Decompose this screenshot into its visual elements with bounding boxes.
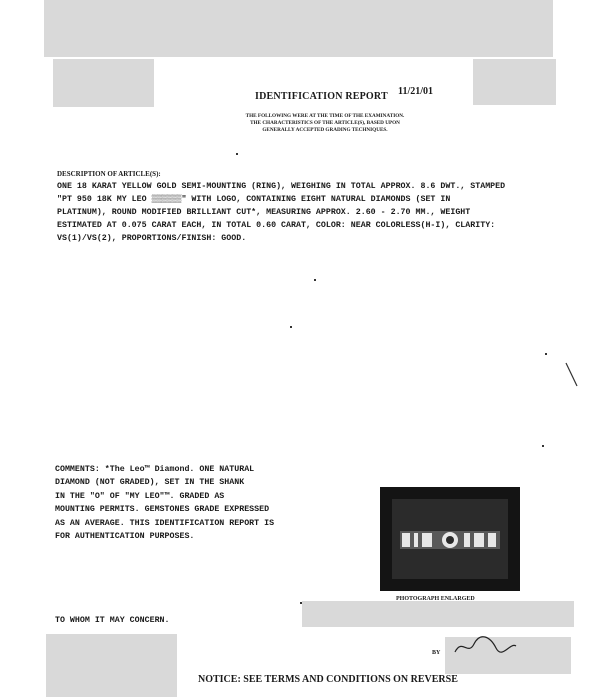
scan-speck [314, 279, 316, 281]
scan-speck [542, 445, 544, 447]
redaction-right-logo [473, 59, 556, 105]
terms-notice: NOTICE: SEE TERMS AND CONDITIONS ON REVERSE [198, 674, 458, 685]
description-text: ONE 18 KARAT YELLOW GOLD SEMI-MOUNTING (RING), WEIGHING IN TOTAL APPROX. 8.6 DWT., STAMPED "PT 950 18K MY LEO ▒▒▒▒▒▒" WITH LOGO, CONTAINING EIGHT NATURAL DIAMONDS (SET IN PLATINUM), ROUND MODIFIED BRILLIANT CUT*, MEASURING APPROX. 2.60 - 2.70 MM., WEIGHT ESTIMATED AT 0.075 CARAT EACH, IN TOTAL 0.60 CARAT, COLOR: NEAR COLORLESS(H-I), CLARITY: VS(1)/VS(2), PROPORTIONS/FINISH: GOOD. [57, 182, 506, 243]
ring-photograph [380, 487, 520, 591]
redaction-signature-line [302, 601, 574, 627]
redaction-left-logo [53, 59, 154, 107]
to-whom-it-may-concern: TO WHOM IT MAY CONCERN. [55, 616, 170, 625]
scan-speck [545, 353, 547, 355]
report-subtitle: THE FOLLOWING WERE AT THE TIME OF THE EXAMINATION. THE CHARACTERISTICS OF THE ARTICLE(S), BASED UPON GENERALLY ACCEPTED GRADING TECHNIQUES. [245, 113, 405, 134]
ring-engraving-graphic [392, 499, 508, 579]
signature-by-label: BY [432, 650, 441, 656]
photo-caption: PHOTOGRAPH ENLARGED [396, 596, 475, 602]
scan-stroke [565, 362, 579, 388]
report-title: IDENTIFICATION REPORT [255, 91, 388, 102]
redaction-header [44, 0, 553, 57]
scan-speck [290, 326, 292, 328]
comments-text: COMMENTS: *The Leo™ Diamond. ONE NATURAL DIAMOND (NOT GRADED), SET IN THE SHANK IN THE "O" OF "MY LEO"™. GRADED AS MOUNTING PERMITS. GEMSTONES GRADE EXPRESSED AS AN AVERAGE. THIS IDENTIFICATION REPORT IS FOR AUTHENTICATION PURPOSES. [55, 465, 275, 542]
description-label: DESCRIPTION OF ARTICLE(S): [57, 170, 161, 178]
report-date: 11/21/01 [398, 86, 434, 97]
redaction-bottom-left [46, 634, 177, 697]
ring-photograph-image [392, 499, 508, 579]
scan-speck [236, 153, 238, 155]
scan-speck [300, 602, 302, 604]
signature-scribble [450, 630, 520, 660]
